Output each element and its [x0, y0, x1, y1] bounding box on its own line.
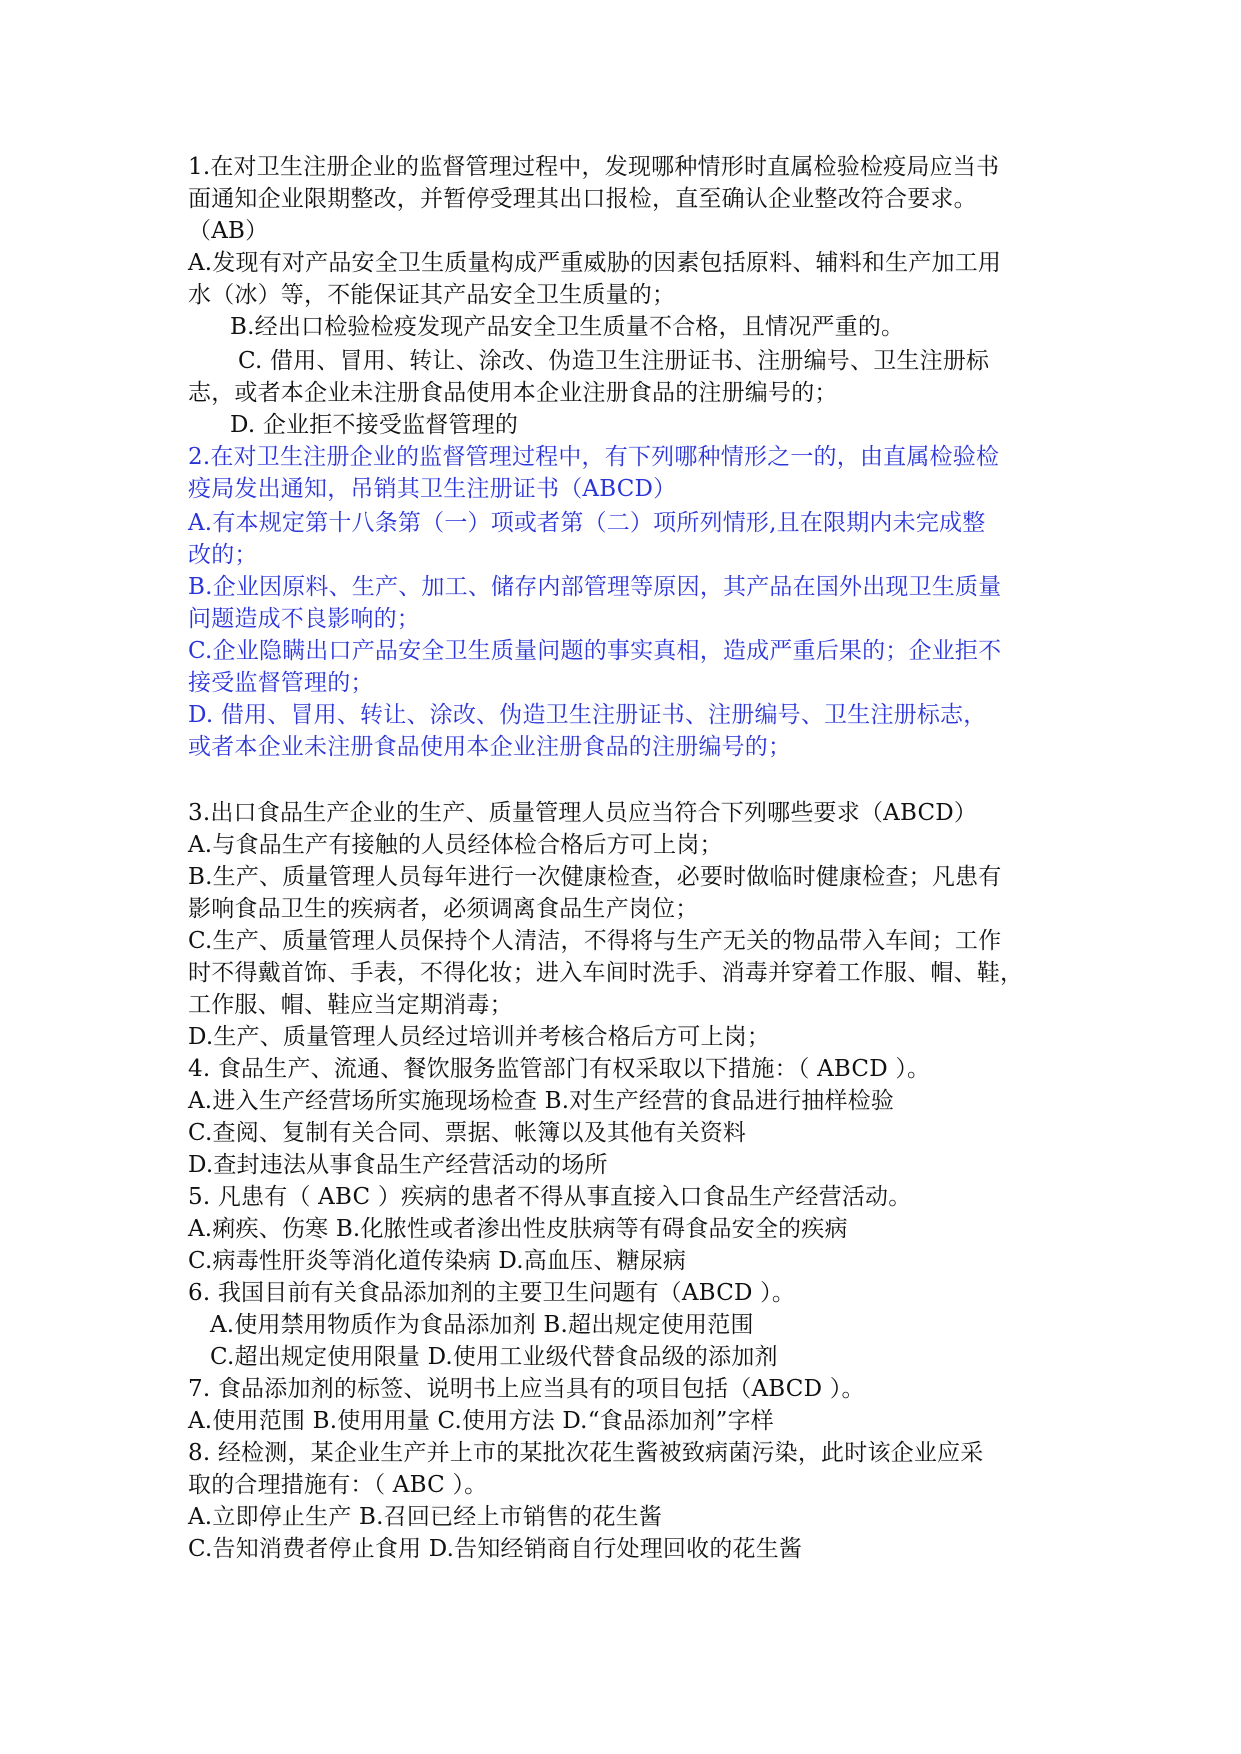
q3-stem: 3.出口食品生产企业的生产、质量管理人员应当符合下列哪些要求（ABCD） — [188, 800, 978, 826]
q4-options-ab: A.进入生产经营场所实施现场检查 B.对生产经营的食品进行抽样检验 — [188, 1088, 895, 1114]
q1-option-a-line-2: 水（冰）等，不能保证其产品安全卫生质量的； — [188, 282, 676, 308]
q4-option-d: D.查封违法从事食品生产经营活动的场所 — [188, 1152, 608, 1178]
q7-options: A.使用范围 B.使用用量 C.使用方法 D.“食品添加剂”字样 — [188, 1408, 775, 1434]
q2-stem-line-1: 2.在对卫生注册企业的监督管理过程中，有下列哪种情形之一的，由直属检验检 — [188, 444, 1000, 470]
q1-option-d: D. 企业拒不接受监督管理的 — [230, 412, 519, 438]
q7-stem: 7. 食品添加剂的标签、说明书上应当具有的项目包括（ABCD ）。 — [188, 1376, 865, 1402]
q4-stem: 4. 食品生产、流通、餐饮服务监管部门有权采取以下措施：（ ABCD ）。 — [188, 1056, 931, 1082]
q2-option-b-line-2: 问题造成不良影响的； — [188, 606, 420, 632]
q2-option-a-line-2: 改的； — [188, 542, 258, 568]
q3-option-c-line-2: 时不得戴首饰、手表，不得化妆；进入车间时洗手、消毒并穿着工作服、帽、鞋， — [188, 960, 1024, 986]
q1-answer: （AB） — [188, 218, 269, 244]
q3-option-a: A.与食品生产有接触的人员经体检合格后方可上岗； — [188, 832, 723, 858]
q2-option-d-line-2: 或者本企业未注册食品使用本企业注册食品的注册编号的； — [188, 734, 792, 760]
q1-stem-line-1: 1.在对卫生注册企业的监督管理过程中，发现哪种情形时直属检验检疫局应当书 — [188, 154, 1000, 180]
q2-option-c-line-1: C.企业隐瞒出口产品安全卫生质量问题的事实真相，造成严重后果的；企业拒不 — [188, 638, 1002, 664]
q2-option-b-line-1: B.企业因原料、生产、加工、储存内部管理等原因，其产品在国外出现卫生质量 — [188, 574, 1002, 600]
q5-stem: 5. 凡患有（ ABC ）疾病的患者不得从事直接入口食品生产经营活动。 — [188, 1184, 912, 1210]
q8-stem-line-1: 8. 经检测，某企业生产并上市的某批次花生酱被致病菌污染，此时该企业应采 — [188, 1440, 984, 1466]
q2-option-d-line-1: D. 借用、冒用、转让、涂改、伪造卫生注册证书、注册编号、卫生注册标志， — [188, 702, 987, 728]
q1-option-a-line-1: A.发现有对产品安全卫生质量构成严重威胁的因素包括原料、辅料和生产加工用 — [188, 250, 1002, 276]
q3-option-b-line-1: B.生产、质量管理人员每年进行一次健康检查，必要时做临时健康检查；凡患有 — [188, 864, 1002, 890]
q2-stem-line-2: 疫局发出通知，吊销其卫生注册证书（ABCD） — [188, 476, 677, 502]
q3-option-c-line-3: 工作服、帽、鞋应当定期消毒； — [188, 992, 513, 1018]
q2-option-c-line-2: 接受监督管理的； — [188, 670, 374, 696]
q5-options-cd: C.病毒性肝炎等消化道传染病 D.高血压、糖尿病 — [188, 1248, 687, 1274]
q3-option-d: D.生产、质量管理人员经过培训并考核合格后方可上岗； — [188, 1024, 771, 1050]
q6-options-cd: C.超出规定使用限量 D.使用工业级代替食品级的添加剂 — [210, 1344, 778, 1370]
q4-option-c: C.查阅、复制有关合同、票据、帐簿以及其他有关资料 — [188, 1120, 747, 1146]
q8-options-cd: C.告知消费者停止食用 D.告知经销商自行处理回收的花生酱 — [188, 1536, 803, 1562]
q2-option-a-line-1: A.有本规定第十八条第（一）项或者第（二）项所列情形,且在限期内未完成整 — [188, 510, 986, 536]
q6-stem: 6. 我国目前有关食品添加剂的主要卫生问题有（ABCD ）。 — [188, 1280, 796, 1306]
q8-stem-line-2: 取的合理措施有：（ ABC ）。 — [188, 1472, 488, 1498]
q8-options-ab: A.立即停止生产 B.召回已经上市销售的花生酱 — [188, 1504, 663, 1530]
q1-option-c-line-1: C. 借用、冒用、转让、涂改、伪造卫生注册证书、注册编号、卫生注册标 — [238, 348, 990, 374]
q1-option-c-line-2: 志，或者本企业未注册食品使用本企业注册食品的注册编号的； — [188, 380, 838, 406]
q3-option-b-line-2: 影响食品卫生的疾病者，必须调离食品生产岗位； — [188, 896, 699, 922]
q3-option-c-line-1: C.生产、质量管理人员保持个人清洁，不得将与生产无关的物品带入车间；工作 — [188, 928, 1002, 954]
q5-options-ab: A.痢疾、伤寒 B.化脓性或者渗出性皮肤病等有碍食品安全的疾病 — [188, 1216, 848, 1242]
q6-options-ab: A.使用禁用物质作为食品添加剂 B.超出规定使用范围 — [210, 1312, 754, 1338]
q1-stem-line-2: 面通知企业限期整改，并暂停受理其出口报检，直至确认企业整改符合要求。 — [188, 186, 977, 212]
q1-option-b: B.经出口检验检疫发现产品安全卫生质量不合格，且情况严重的。 — [230, 314, 905, 340]
